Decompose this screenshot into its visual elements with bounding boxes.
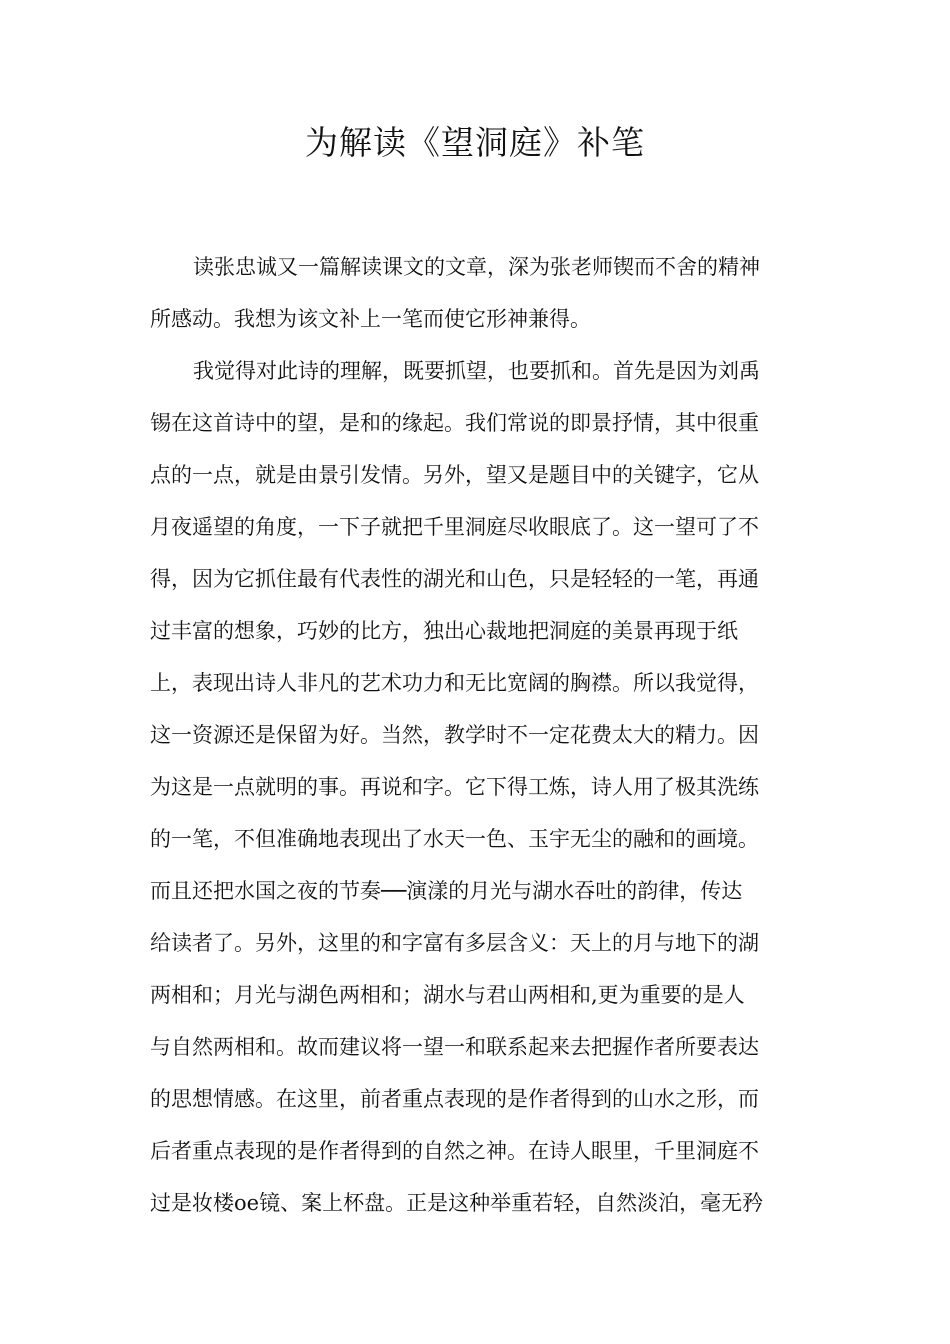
paragraph-line: 所感动。我想为该文补上一笔而使它形神兼得。 [150, 307, 591, 331]
paragraph-line: 这一资源还是保留为好。当然，教学时不一定花费太大的精力。因 [150, 723, 759, 747]
paragraph-line: 与自然两相和。故而建议将一望一和联系起来去把握作者所要表达 [150, 1035, 759, 1059]
paragraph-line: 锡在这首诗中的望，是和的缘起。我们常说的即景抒情，其中很重 [150, 411, 759, 435]
paragraph-line: 得，因为它抓住最有代表性的湖光和山色，只是轻轻的一笔，再通 [150, 567, 759, 591]
paragraph-line: 两相和；月光与湖色两相和；湖水与君山两相和,更为重要的是人 [150, 983, 745, 1007]
paragraph-line: 而且还把水国之夜的节奏──演漾的月光与湖水吞吐的韵律，传达 [150, 879, 743, 903]
paragraph-line: 的一笔，不但准确地表现出了水天一色、玉宇无尘的融和的画境。 [150, 827, 759, 851]
paragraph-line: 过丰富的想象，巧妙的比方，独出心裁地把洞庭的美景再现于纸 [150, 619, 738, 643]
paragraph-line: 为这是一点就明的事。再说和字。它下得工炼，诗人用了极其洗练 [150, 775, 759, 799]
paragraph-line: 点的一点，就是由景引发情。另外，望又是题目中的关键字，它从 [150, 463, 759, 487]
paragraph-line: 我觉得对此诗的理解，既要抓望，也要抓和。首先是因为刘禹 [193, 359, 760, 383]
document-title: 为解读《望洞庭》补笔 [305, 123, 645, 162]
paragraph-line: 上，表现出诗人非凡的艺术功力和无比宽阔的胸襟。所以我觉得， [150, 671, 759, 695]
paragraph-line: 的思想情感。在这里，前者重点表现的是作者得到的山水之形，而 [150, 1087, 759, 1111]
paragraph-line: 给读者了。另外，这里的和字富有多层含义：天上的月与地下的湖 [150, 931, 759, 955]
paragraph-line: 月夜遥望的角度，一下子就把千里洞庭尽收眼底了。这一望可了不 [150, 515, 759, 539]
paragraph-line: 过是妆楼oe镜、案上杯盘。正是这种举重若轻，自然淡泊，毫无矜 [150, 1191, 764, 1215]
paragraph-line: 读张忠诚又一篇解读课文的文章，深为张老师锲而不舍的精神 [193, 255, 760, 279]
paragraph-line: 后者重点表现的是作者得到的自然之神。在诗人眼里，千里洞庭不 [150, 1139, 759, 1163]
